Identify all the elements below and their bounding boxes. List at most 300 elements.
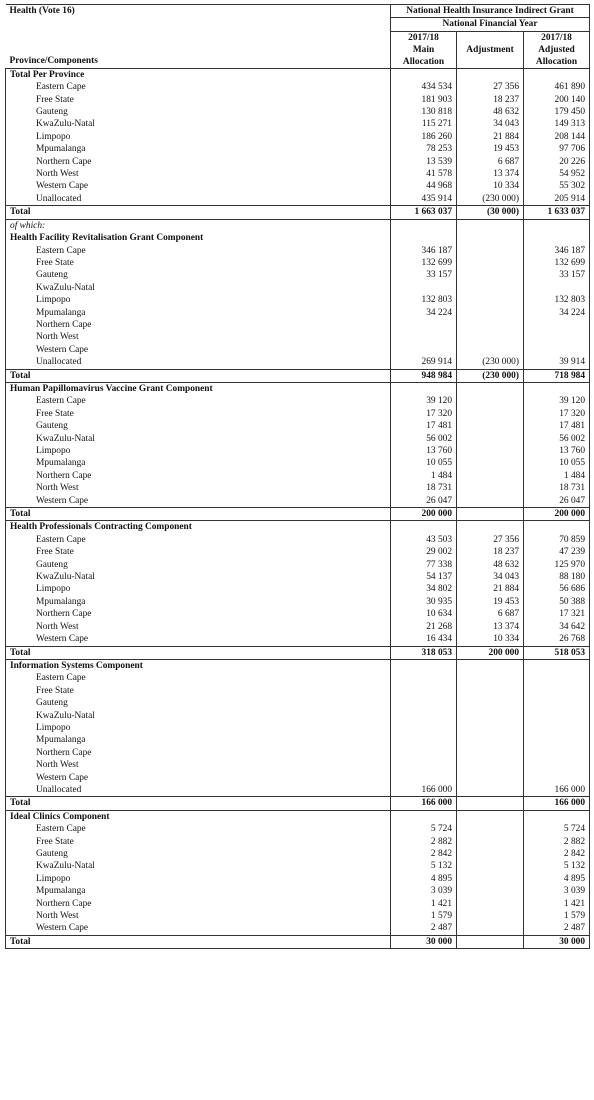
total-adjusted-allocation: 1 633 037 [524, 206, 590, 219]
table-row [6, 457, 590, 469]
province-name: Limpopo [6, 294, 391, 306]
total-main-allocation: 318 053 [391, 646, 457, 659]
adjusted-allocation-value: 17 320 [524, 408, 590, 420]
table-row [6, 331, 590, 343]
adjusted-allocation-value: 26 047 [524, 495, 590, 508]
header-row-grant [6, 5, 590, 18]
total-row [6, 508, 590, 521]
main-allocation-value: 10 055 [391, 457, 457, 469]
table-row [6, 344, 590, 356]
province-name: Gauteng [6, 697, 391, 709]
province-name: Unallocated [6, 356, 391, 369]
empty-cell [391, 521, 457, 534]
adjusted-allocation-value: 70 859 [524, 534, 590, 546]
adjustment-value [457, 495, 524, 508]
total-label: Total [6, 508, 391, 521]
province-name: Northern Cape [6, 608, 391, 620]
province-name: KwaZulu-Natal [6, 433, 391, 445]
adjustment-value [457, 823, 524, 835]
province-name: North West [6, 621, 391, 633]
col-adjustment: Adjustment [457, 31, 524, 68]
note-label: of which: [6, 219, 391, 232]
province-name: Eastern Cape [6, 395, 391, 407]
main-allocation-value: 3 039 [391, 885, 457, 897]
empty-cell [524, 521, 590, 534]
province-name: North West [6, 482, 391, 494]
allocation-document [5, 4, 590, 949]
adjusted-allocation-value: 50 388 [524, 596, 590, 608]
adjustment-value [457, 722, 524, 734]
table-row [6, 495, 590, 508]
adjustment-value: 6 687 [457, 608, 524, 620]
adjusted-allocation-value: 346 187 [524, 245, 590, 257]
main-allocation-value [391, 722, 457, 734]
adjusted-allocation-value: 34 224 [524, 307, 590, 319]
province-name: Gauteng [6, 559, 391, 571]
adjusted-allocation-value: 34 642 [524, 621, 590, 633]
table-row [6, 836, 590, 848]
province-name: Limpopo [6, 722, 391, 734]
adjusted-allocation-value: 39 120 [524, 395, 590, 407]
main-allocation-value: 18 731 [391, 482, 457, 494]
table-row [6, 873, 590, 885]
main-allocation-value: 17 481 [391, 420, 457, 432]
table-row [6, 685, 590, 697]
adjusted-allocation-value: 205 914 [524, 193, 590, 206]
table-row [6, 596, 590, 608]
adjusted-allocation-value: 1 579 [524, 910, 590, 922]
main-allocation-value: 130 818 [391, 106, 457, 118]
adjustment-value: 27 356 [457, 534, 524, 546]
note-row [6, 219, 590, 232]
table-row [6, 433, 590, 445]
adjusted-allocation-value: 179 450 [524, 106, 590, 118]
adjustment-value: 18 237 [457, 94, 524, 106]
table-row [6, 269, 590, 281]
total-adjustment: 200 000 [457, 646, 524, 659]
province-name: Eastern Cape [6, 534, 391, 546]
total-row [6, 369, 590, 382]
total-row [6, 935, 590, 948]
adjusted-allocation-value: 5 132 [524, 860, 590, 872]
table-row [6, 180, 590, 192]
empty-cell [391, 68, 457, 81]
adjustment-value [457, 257, 524, 269]
province-name: Mpumalanga [6, 596, 391, 608]
section-title: Information Systems Component [6, 659, 391, 672]
empty-cell [457, 810, 524, 823]
total-adjusted-allocation: 166 000 [524, 797, 590, 810]
grant-title: National Health Insurance Indirect Grant [391, 5, 590, 18]
main-allocation-value: 56 002 [391, 433, 457, 445]
adjustment-value [457, 307, 524, 319]
adjustment-value [457, 282, 524, 294]
province-name: Eastern Cape [6, 672, 391, 684]
province-name: Free State [6, 685, 391, 697]
adjustment-value [457, 445, 524, 457]
adjustment-value: 34 043 [457, 118, 524, 130]
main-allocation-value [391, 344, 457, 356]
adjustment-value: 19 453 [457, 596, 524, 608]
province-name: Unallocated [6, 784, 391, 797]
province-name: Limpopo [6, 873, 391, 885]
table-row [6, 747, 590, 759]
adjustment-value [457, 848, 524, 860]
total-label: Total [6, 369, 391, 382]
adjustment-value [457, 697, 524, 709]
province-name: Western Cape [6, 180, 391, 192]
total-adjusted-allocation: 718 984 [524, 369, 590, 382]
adjustment-value [457, 269, 524, 281]
total-label: Total [6, 935, 391, 948]
table-row [6, 697, 590, 709]
province-name: Western Cape [6, 922, 391, 935]
table-row [6, 482, 590, 494]
main-allocation-value: 166 000 [391, 784, 457, 797]
adjustment-value [457, 784, 524, 797]
adjustment-value [457, 294, 524, 306]
main-allocation-value: 435 914 [391, 193, 457, 206]
main-allocation-value [391, 319, 457, 331]
table-row [6, 445, 590, 457]
province-name: Northern Cape [6, 470, 391, 482]
main-allocation-value [391, 772, 457, 784]
main-allocation-value: 26 047 [391, 495, 457, 508]
province-name: Gauteng [6, 848, 391, 860]
empty-cell [391, 219, 457, 232]
table-row [6, 106, 590, 118]
main-allocation-value: 30 935 [391, 596, 457, 608]
province-name: Free State [6, 94, 391, 106]
adjustment-value [457, 860, 524, 872]
total-label: Total [6, 646, 391, 659]
table-row [6, 534, 590, 546]
main-allocation-value [391, 697, 457, 709]
section-heading [6, 232, 590, 244]
main-allocation-value: 1 579 [391, 910, 457, 922]
adjusted-allocation-value [524, 282, 590, 294]
table-row [6, 848, 590, 860]
empty-cell [524, 382, 590, 395]
table-row [6, 143, 590, 155]
adjustment-value [457, 245, 524, 257]
adjustment-value [457, 470, 524, 482]
province-name: Northern Cape [6, 319, 391, 331]
table-row [6, 885, 590, 897]
adjusted-allocation-value: 97 706 [524, 143, 590, 155]
adjusted-allocation-value: 13 760 [524, 445, 590, 457]
adjustment-value [457, 344, 524, 356]
main-allocation-value: 43 503 [391, 534, 457, 546]
table-row [6, 922, 590, 935]
adjustment-value [457, 734, 524, 746]
main-allocation-value: 2 842 [391, 848, 457, 860]
province-name: Mpumalanga [6, 734, 391, 746]
table-row [6, 608, 590, 620]
table-row [6, 81, 590, 93]
adjustment-value [457, 482, 524, 494]
adjustment-value [457, 408, 524, 420]
allocation-table [5, 4, 590, 949]
adjusted-allocation-value: 2 487 [524, 922, 590, 935]
province-name: Free State [6, 257, 391, 269]
empty-cell [457, 232, 524, 244]
adjusted-allocation-value: 20 226 [524, 156, 590, 168]
table-row [6, 156, 590, 168]
province-name: North West [6, 168, 391, 180]
adjusted-allocation-value: 4 895 [524, 873, 590, 885]
adjustment-value [457, 710, 524, 722]
table-row [6, 898, 590, 910]
table-row [6, 420, 590, 432]
main-allocation-value [391, 734, 457, 746]
province-name: KwaZulu-Natal [6, 571, 391, 583]
adjusted-allocation-value: 56 686 [524, 583, 590, 595]
main-allocation-value: 5 724 [391, 823, 457, 835]
total-main-allocation: 948 984 [391, 369, 457, 382]
empty-cell [524, 219, 590, 232]
province-name: North West [6, 331, 391, 343]
main-allocation-value: 434 534 [391, 81, 457, 93]
province-name: Western Cape [6, 495, 391, 508]
adjusted-allocation-value: 208 144 [524, 131, 590, 143]
table-row [6, 633, 590, 646]
main-allocation-value: 1 484 [391, 470, 457, 482]
main-allocation-value [391, 282, 457, 294]
total-adjustment [457, 508, 524, 521]
province-name: Northern Cape [6, 747, 391, 759]
adjustment-value [457, 836, 524, 848]
main-allocation-value: 54 137 [391, 571, 457, 583]
table-row [6, 710, 590, 722]
table-row [6, 910, 590, 922]
adjustment-value [457, 420, 524, 432]
adjustment-value: (230 000) [457, 356, 524, 369]
adjustment-value [457, 873, 524, 885]
adjusted-allocation-value [524, 344, 590, 356]
empty-cell [457, 659, 524, 672]
total-adjusted-allocation: 30 000 [524, 935, 590, 948]
province-name: Mpumalanga [6, 143, 391, 155]
section-title: Ideal Clinics Component [6, 810, 391, 823]
empty-cell [457, 68, 524, 81]
adjustment-value [457, 772, 524, 784]
adjusted-allocation-value [524, 747, 590, 759]
empty-cell [457, 521, 524, 534]
adjustment-value: 21 884 [457, 131, 524, 143]
table-row [6, 759, 590, 771]
adjusted-allocation-value: 461 890 [524, 81, 590, 93]
province-name: Eastern Cape [6, 81, 391, 93]
adjusted-allocation-value: 3 039 [524, 885, 590, 897]
adjustment-value: 27 356 [457, 81, 524, 93]
adjustment-value [457, 395, 524, 407]
main-allocation-value: 39 120 [391, 395, 457, 407]
adjustment-value: 6 687 [457, 156, 524, 168]
adjustment-value [457, 319, 524, 331]
province-name: Gauteng [6, 420, 391, 432]
province-name: Western Cape [6, 344, 391, 356]
main-allocation-value: 29 002 [391, 546, 457, 558]
empty-cell [391, 232, 457, 244]
table-row [6, 395, 590, 407]
adjustment-value [457, 885, 524, 897]
province-name: North West [6, 910, 391, 922]
adjusted-allocation-value: 17 321 [524, 608, 590, 620]
vote-title: Health (Vote 16) [6, 5, 391, 18]
adjusted-allocation-value: 1 421 [524, 898, 590, 910]
adjustment-value: (230 000) [457, 193, 524, 206]
table-row [6, 823, 590, 835]
main-allocation-value: 2 882 [391, 836, 457, 848]
table-row [6, 307, 590, 319]
main-allocation-value [391, 747, 457, 759]
col-adjusted-allocation: 2017/18 Adjusted Allocation [524, 31, 590, 68]
adjusted-allocation-value: 200 140 [524, 94, 590, 106]
province-name: Limpopo [6, 445, 391, 457]
province-name: North West [6, 759, 391, 771]
main-allocation-value [391, 710, 457, 722]
total-row [6, 646, 590, 659]
province-name: Northern Cape [6, 898, 391, 910]
province-name: KwaZulu-Natal [6, 710, 391, 722]
adjustment-value: 34 043 [457, 571, 524, 583]
province-name: Mpumalanga [6, 457, 391, 469]
adjustment-value [457, 685, 524, 697]
main-allocation-value: 13 760 [391, 445, 457, 457]
section-heading [6, 68, 590, 81]
main-allocation-value: 34 224 [391, 307, 457, 319]
row-label-header: Province/Components [6, 31, 391, 68]
total-main-allocation: 30 000 [391, 935, 457, 948]
adjusted-allocation-value [524, 772, 590, 784]
main-allocation-value: 132 803 [391, 294, 457, 306]
adjusted-allocation-value: 55 302 [524, 180, 590, 192]
main-allocation-value: 41 578 [391, 168, 457, 180]
table-row [6, 245, 590, 257]
table-row [6, 356, 590, 369]
adjusted-allocation-value [524, 710, 590, 722]
main-allocation-value: 21 268 [391, 621, 457, 633]
adjusted-allocation-value: 10 055 [524, 457, 590, 469]
table-row [6, 583, 590, 595]
adjusted-allocation-value: 5 724 [524, 823, 590, 835]
adjustment-value: 21 884 [457, 583, 524, 595]
adjusted-allocation-value: 54 952 [524, 168, 590, 180]
main-allocation-value: 115 271 [391, 118, 457, 130]
adjusted-allocation-value: 1 484 [524, 470, 590, 482]
adjusted-allocation-value [524, 759, 590, 771]
table-row [6, 294, 590, 306]
table-row [6, 621, 590, 633]
adjustment-value: 19 453 [457, 143, 524, 155]
table-row [6, 131, 590, 143]
empty-cell [524, 810, 590, 823]
total-row [6, 797, 590, 810]
main-allocation-value: 132 699 [391, 257, 457, 269]
table-row [6, 722, 590, 734]
province-name: Mpumalanga [6, 885, 391, 897]
province-name: Free State [6, 546, 391, 558]
section-title: Health Professionals Contracting Component [6, 521, 391, 534]
header-row-period [6, 18, 590, 31]
allocation-body [6, 68, 590, 948]
adjusted-allocation-value: 2 882 [524, 836, 590, 848]
empty-cell [391, 382, 457, 395]
main-allocation-value: 78 253 [391, 143, 457, 155]
section-heading [6, 521, 590, 534]
adjusted-allocation-value: 33 157 [524, 269, 590, 281]
adjusted-allocation-value: 88 180 [524, 571, 590, 583]
adjusted-allocation-value [524, 722, 590, 734]
table-row [6, 784, 590, 797]
adjusted-allocation-value: 39 914 [524, 356, 590, 369]
main-allocation-value: 269 914 [391, 356, 457, 369]
section-title: Health Facility Revitalisation Grant Component [6, 232, 391, 244]
main-allocation-value: 17 320 [391, 408, 457, 420]
adjusted-allocation-value: 56 002 [524, 433, 590, 445]
adjusted-allocation-value: 125 970 [524, 559, 590, 571]
total-adjustment: (230 000) [457, 369, 524, 382]
main-allocation-value [391, 331, 457, 343]
province-name: KwaZulu-Natal [6, 282, 391, 294]
empty-cell [391, 659, 457, 672]
main-allocation-value: 186 260 [391, 131, 457, 143]
adjusted-allocation-value: 132 699 [524, 257, 590, 269]
adjustment-value [457, 898, 524, 910]
empty-cell [457, 219, 524, 232]
province-name: Northern Cape [6, 156, 391, 168]
section-heading [6, 810, 590, 823]
table-row [6, 860, 590, 872]
adjustment-value [457, 672, 524, 684]
total-main-allocation: 200 000 [391, 508, 457, 521]
adjustment-value: 48 632 [457, 106, 524, 118]
province-name: Free State [6, 836, 391, 848]
adjusted-allocation-value: 132 803 [524, 294, 590, 306]
adjustment-value [457, 910, 524, 922]
main-allocation-value [391, 672, 457, 684]
total-main-allocation: 166 000 [391, 797, 457, 810]
total-label: Total [6, 797, 391, 810]
province-name: KwaZulu-Natal [6, 118, 391, 130]
table-row [6, 118, 590, 130]
table-row [6, 257, 590, 269]
adjusted-allocation-value: 2 842 [524, 848, 590, 860]
province-name: Limpopo [6, 583, 391, 595]
adjustment-value [457, 331, 524, 343]
adjusted-allocation-value [524, 697, 590, 709]
province-name: Eastern Cape [6, 823, 391, 835]
empty-cell [524, 232, 590, 244]
adjustment-value [457, 433, 524, 445]
adjusted-allocation-value [524, 331, 590, 343]
adjustment-value: 13 374 [457, 168, 524, 180]
main-allocation-value: 181 903 [391, 94, 457, 106]
main-allocation-value: 44 968 [391, 180, 457, 192]
table-row [6, 672, 590, 684]
total-row [6, 206, 590, 219]
table-row [6, 168, 590, 180]
adjusted-allocation-value [524, 734, 590, 746]
empty-cell [457, 382, 524, 395]
main-allocation-value: 346 187 [391, 245, 457, 257]
table-row [6, 772, 590, 784]
financial-year-label: National Financial Year [391, 18, 590, 31]
empty-cell [524, 68, 590, 81]
province-name: Gauteng [6, 269, 391, 281]
total-adjusted-allocation: 200 000 [524, 508, 590, 521]
